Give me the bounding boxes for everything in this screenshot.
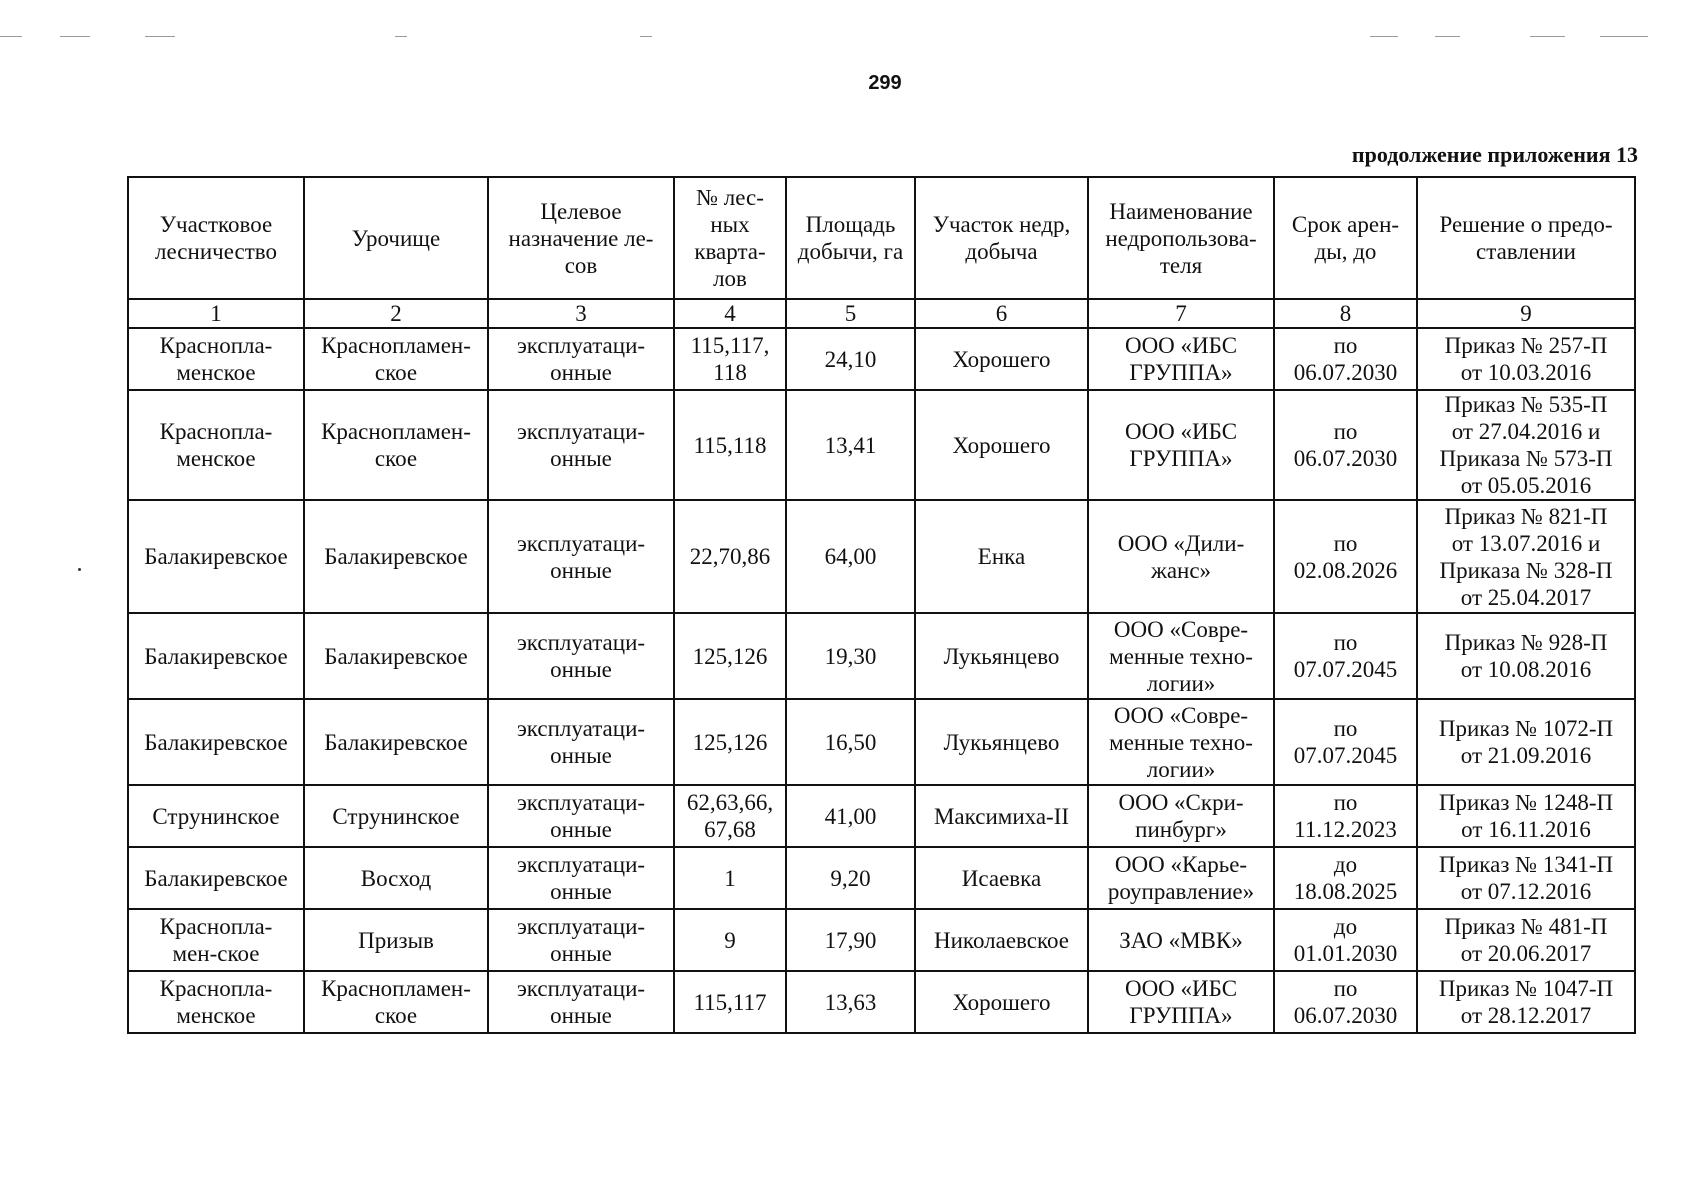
area-cell xyxy=(786,500,915,613)
forestry-district-cell xyxy=(128,328,304,390)
cell-text: по 07.07.2045 xyxy=(1293,716,1398,768)
table-row xyxy=(128,971,1635,1033)
scan-artifact-line xyxy=(1435,36,1460,37)
cell-text: Приказ № 535-П от 27.04.2016 и Приказа № 573-П от 05.05.2016 xyxy=(1439,392,1613,498)
decision-cell xyxy=(1417,699,1635,785)
area-cell xyxy=(786,699,915,785)
cell-text: по 06.07.2030 xyxy=(1293,976,1398,1028)
tract-cell xyxy=(304,613,488,699)
forest-purpose-cell xyxy=(488,785,674,847)
scan-artifact-line xyxy=(0,36,22,37)
forest-purpose-cell xyxy=(488,847,674,909)
tract-cell xyxy=(304,328,488,390)
tract-cell xyxy=(304,847,488,909)
subsoil-plot-cell xyxy=(915,909,1088,971)
cell-text: 16,50 xyxy=(824,729,877,755)
subsoil-plot-cell xyxy=(915,390,1088,500)
subsoil-user-cell xyxy=(1088,847,1274,909)
cell-text: ООО «Карье- роуправление» xyxy=(1107,852,1255,904)
cell-text: Балакиревское xyxy=(324,643,468,669)
cell-text: эксплуатаци- онные xyxy=(516,852,646,904)
cell-text: Краснопла- мен-ское xyxy=(159,914,273,966)
lease-term-cell xyxy=(1274,613,1417,699)
cell-text: Исаевка xyxy=(961,865,1042,891)
lease-term-cell xyxy=(1274,785,1417,847)
header-cell xyxy=(1274,177,1417,299)
header-decision: Решение о предо- ставлении xyxy=(1439,212,1613,264)
table-row xyxy=(128,500,1635,613)
cell-text: эксплуатаци- онные xyxy=(516,716,646,768)
lease-term-cell xyxy=(1274,847,1417,909)
subsoil-user-cell xyxy=(1088,971,1274,1033)
subsoil-plot-cell xyxy=(915,847,1088,909)
cell-text: эксплуатаци- онные xyxy=(516,914,646,966)
cell-text: Призыв xyxy=(358,927,434,953)
lease-term-cell xyxy=(1274,500,1417,613)
decision-cell xyxy=(1417,971,1635,1033)
column-number-row xyxy=(128,299,1635,328)
quarters-cell xyxy=(674,390,786,500)
lease-term-cell xyxy=(1274,909,1417,971)
cell-text: 13,41 xyxy=(824,432,877,458)
subsoil-user-cell xyxy=(1088,909,1274,971)
cell-text: ООО «ИБС ГРУППА» xyxy=(1124,976,1238,1028)
area-cell xyxy=(786,613,915,699)
lease-term-cell xyxy=(1274,390,1417,500)
header-tract: Урочище xyxy=(351,225,441,251)
tract-cell xyxy=(304,699,488,785)
cell-text: эксплуатаци- онные xyxy=(516,630,646,682)
cell-text: Балакиревское xyxy=(324,729,468,755)
scan-artifact-line xyxy=(1370,36,1398,37)
cell-text: Краснопламен- ское xyxy=(321,333,471,385)
cell-text: до 01.01.2030 xyxy=(1293,914,1398,966)
quarters-cell xyxy=(674,847,786,909)
cell-text: Хорошего xyxy=(952,346,1051,372)
cell-text: по 06.07.2030 xyxy=(1293,419,1398,471)
subsoil-user-cell xyxy=(1088,699,1274,785)
cell-text: 22,70,86 xyxy=(689,544,771,569)
lease-term-cell xyxy=(1274,971,1417,1033)
cell-text: ООО «Совре- менные техно- логии» xyxy=(1109,616,1253,696)
appendix-continuation-note: продолжение приложения 13 xyxy=(1351,142,1638,167)
table-row xyxy=(128,847,1635,909)
cell-text: эксплуатаци- онные xyxy=(516,333,646,385)
decision-cell xyxy=(1417,500,1635,613)
cell-text: 9 xyxy=(724,927,736,953)
scan-artifact-line xyxy=(1530,36,1565,37)
column-number: 3 xyxy=(488,299,674,328)
cell-text: Николаевское xyxy=(934,927,1069,953)
cell-text: эксплуатаци- онные xyxy=(516,976,646,1028)
cell-text: Лукьянцево xyxy=(943,729,1060,755)
scan-speck xyxy=(78,568,81,571)
column-number: 2 xyxy=(304,299,488,328)
forest-purpose-cell xyxy=(488,328,674,390)
subsoil-plot-cell xyxy=(915,500,1088,613)
quarters-cell xyxy=(674,328,786,390)
cell-text: Балакиревское xyxy=(324,544,468,569)
cell-text: Балакиревское xyxy=(144,544,288,569)
cell-text: Енка xyxy=(977,544,1026,569)
cell-text: Приказ № 1248-П от 16.11.2016 xyxy=(1438,790,1614,842)
cell-text: 115,117 xyxy=(693,989,767,1015)
scan-artifact-line xyxy=(640,36,652,37)
decision-cell xyxy=(1417,847,1635,909)
subsoil-plot-cell xyxy=(915,785,1088,847)
table-row xyxy=(128,909,1635,971)
table-row xyxy=(128,785,1635,847)
subsoil-plot-cell xyxy=(915,613,1088,699)
decision-cell xyxy=(1417,328,1635,390)
area-cell xyxy=(786,785,915,847)
cell-text: эксплуатаци- онные xyxy=(516,419,646,471)
decision-cell xyxy=(1417,909,1635,971)
header-lease-term: Срок арен- ды, до xyxy=(1291,212,1400,264)
area-cell xyxy=(786,328,915,390)
table-row xyxy=(128,328,1635,390)
table-row xyxy=(128,390,1635,500)
cell-text: Струнинское xyxy=(332,803,460,829)
decision-cell xyxy=(1417,613,1635,699)
header-subsoil-user: Наименование недропользова- теля xyxy=(1105,198,1257,278)
area-cell xyxy=(786,909,915,971)
cell-text: эксплуатаци- онные xyxy=(516,790,646,842)
cell-text: до 18.08.2025 xyxy=(1293,852,1398,904)
cell-text: Краснопламен- ское xyxy=(321,976,471,1028)
forestry-district-cell xyxy=(128,390,304,500)
cell-text: Приказ № 1072-П от 21.09.2016 xyxy=(1438,716,1614,768)
quarters-cell xyxy=(674,909,786,971)
header-row xyxy=(128,177,1635,299)
header-cell xyxy=(1417,177,1635,299)
decision-cell xyxy=(1417,785,1635,847)
cell-text: 9,20 xyxy=(830,865,871,891)
column-number: 7 xyxy=(1088,299,1274,328)
forest-purpose-cell xyxy=(488,909,674,971)
cell-text: Струнинское xyxy=(152,803,280,829)
subsoil-user-cell xyxy=(1088,328,1274,390)
subsoil-plot-cell xyxy=(915,971,1088,1033)
tract-cell xyxy=(304,909,488,971)
scan-artifact-line xyxy=(1600,36,1648,37)
area-cell xyxy=(786,847,915,909)
header-cell xyxy=(128,177,304,299)
tract-cell xyxy=(304,500,488,613)
cell-text: Балакиревское xyxy=(144,865,288,891)
cell-text: 19,30 xyxy=(824,643,877,669)
cell-text: Максимиха-II xyxy=(933,803,1070,829)
header-cell xyxy=(915,177,1088,299)
cell-text: 17,90 xyxy=(824,927,877,953)
cell-text: 41,00 xyxy=(824,803,877,829)
cell-text: Хорошего xyxy=(952,989,1051,1015)
cell-text: Приказ № 1047-П от 28.12.2017 xyxy=(1438,976,1614,1028)
quarters-cell xyxy=(674,500,786,613)
scan-artifact-line xyxy=(145,36,175,37)
cell-text: Приказ № 821-П от 13.07.2016 и Приказа № 328-П от 25.04.2017 xyxy=(1439,503,1613,610)
subsoil-plot-cell xyxy=(915,699,1088,785)
cell-text: ООО «Скри- пинбург» xyxy=(1118,790,1244,842)
quarters-cell xyxy=(674,613,786,699)
cell-text: Краснопламен- ское xyxy=(321,419,471,471)
forest-purpose-cell xyxy=(488,390,674,500)
header-area: Площадь добычи, га xyxy=(797,212,904,264)
cell-text: эксплуатаци- онные xyxy=(516,530,646,583)
quarters-cell xyxy=(674,785,786,847)
cell-text: 62,63,66, 67,68 xyxy=(686,790,774,842)
cell-text: 115,118 xyxy=(693,432,767,458)
cell-text: ООО «Дили- жанс» xyxy=(1117,530,1245,583)
area-cell xyxy=(786,390,915,500)
subsoil-user-cell xyxy=(1088,390,1274,500)
subsoil-plot-cell xyxy=(915,328,1088,390)
cell-text: Краснопла- менское xyxy=(159,333,273,385)
forest-purpose-cell xyxy=(488,613,674,699)
quarters-cell xyxy=(674,699,786,785)
cell-text: Восход xyxy=(360,865,432,891)
subsoil-use-table xyxy=(127,176,1636,1034)
table-body xyxy=(128,328,1635,1033)
header-cell xyxy=(304,177,488,299)
forest-purpose-cell xyxy=(488,971,674,1033)
cell-text: 125,126 xyxy=(692,729,768,755)
cell-text: ООО «ИБС ГРУППА» xyxy=(1124,419,1238,471)
tract-cell xyxy=(304,785,488,847)
table-row xyxy=(128,699,1635,785)
forestry-district-cell xyxy=(128,613,304,699)
cell-text: ООО «Совре- менные техно- логии» xyxy=(1109,702,1253,782)
forestry-district-cell xyxy=(128,909,304,971)
cell-text: 13,63 xyxy=(824,989,877,1015)
column-number: 8 xyxy=(1274,299,1417,328)
tract-cell xyxy=(304,390,488,500)
cell-text: 64,00 xyxy=(824,544,877,569)
lease-term-cell xyxy=(1274,328,1417,390)
forestry-district-cell xyxy=(128,500,304,613)
subsoil-user-cell xyxy=(1088,500,1274,613)
cell-text: Приказ № 257-П от 10.03.2016 xyxy=(1444,333,1608,385)
header-cell xyxy=(1088,177,1274,299)
cell-text: Балакиревское xyxy=(144,729,288,755)
forestry-district-cell xyxy=(128,847,304,909)
cell-text: по 07.07.2045 xyxy=(1293,630,1398,682)
page-number: 299 xyxy=(868,72,902,94)
quarters-cell xyxy=(674,971,786,1033)
column-number: 6 xyxy=(915,299,1088,328)
column-number: 1 xyxy=(128,299,304,328)
scan-artifact-line xyxy=(60,36,90,37)
area-cell xyxy=(786,971,915,1033)
forestry-district-cell xyxy=(128,971,304,1033)
forestry-district-cell xyxy=(128,699,304,785)
forest-purpose-cell xyxy=(488,500,674,613)
header-quarters: № лес- ных кварта- лов xyxy=(694,185,766,291)
cell-text: 1 xyxy=(724,865,736,891)
cell-text: по 11.12.2023 xyxy=(1294,790,1397,842)
cell-text: 125,126 xyxy=(692,643,768,669)
header-forestry-district: Участковое лесничество xyxy=(155,212,277,264)
subsoil-user-cell xyxy=(1088,785,1274,847)
cell-text: Приказ № 481-П от 20.06.2017 xyxy=(1444,914,1608,966)
decision-cell xyxy=(1417,390,1635,500)
tract-cell xyxy=(304,971,488,1033)
cell-text: 115,117, 118 xyxy=(690,333,770,385)
lease-term-cell xyxy=(1274,699,1417,785)
header-subsoil-plot: Участок недр, добыча xyxy=(932,212,1071,264)
header-forest-purpose: Целевое назначение ле- сов xyxy=(508,198,654,278)
cell-text: по 06.07.2030 xyxy=(1293,333,1398,385)
table-row xyxy=(128,613,1635,699)
forest-purpose-cell xyxy=(488,699,674,785)
cell-text: по 02.08.2026 xyxy=(1293,530,1398,583)
cell-text: Краснопла- менское xyxy=(159,976,273,1028)
cell-text: Приказ № 1341-П от 07.12.2016 xyxy=(1438,852,1614,904)
header-cell xyxy=(488,177,674,299)
header-cell xyxy=(674,177,786,299)
cell-text: Лукьянцево xyxy=(943,643,1060,669)
cell-text: Балакиревское xyxy=(144,643,288,669)
forestry-district-cell xyxy=(128,785,304,847)
scan-artifact-line xyxy=(395,36,407,37)
cell-text: 24,10 xyxy=(824,346,877,372)
cell-text: Хорошего xyxy=(952,432,1051,458)
cell-text: ЗАО «МВК» xyxy=(1119,927,1243,953)
column-number: 5 xyxy=(786,299,915,328)
cell-text: Приказ № 928-П от 10.08.2016 xyxy=(1444,630,1608,682)
cell-text: ООО «ИБС ГРУППА» xyxy=(1124,333,1238,385)
column-number: 4 xyxy=(674,299,786,328)
subsoil-user-cell xyxy=(1088,613,1274,699)
column-number: 9 xyxy=(1417,299,1635,328)
header-cell xyxy=(786,177,915,299)
cell-text: Краснопла- менское xyxy=(159,419,273,471)
